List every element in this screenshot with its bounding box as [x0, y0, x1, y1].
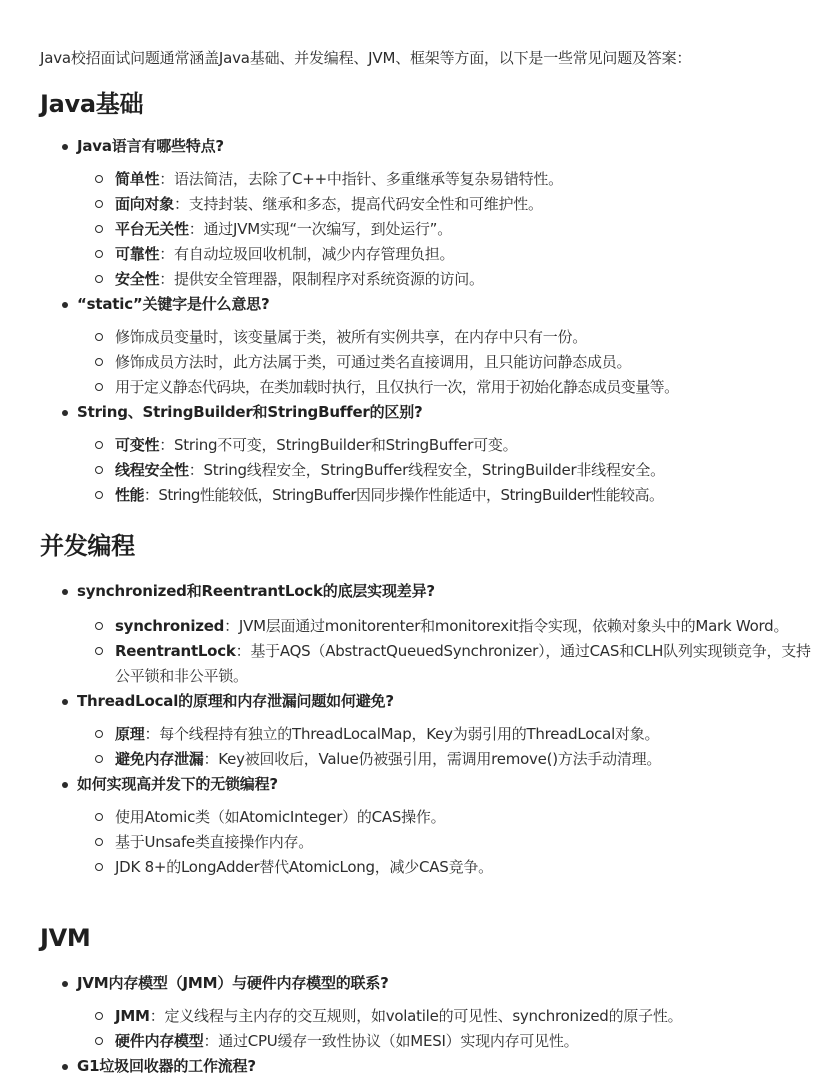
question-title: JVM内存模型（JMM）与硬件内存模型的联系? [77, 971, 810, 996]
answer-text: 基于Unsafe类直接操作内存。 [115, 833, 314, 851]
question-list [40, 134, 810, 508]
question-title: “static”关键字是什么意思? [77, 292, 810, 317]
answer-text: 用于定义静态代码块，在类加载时执行，且仅执行一次，常用于初始化静态成员变量等。 [115, 378, 679, 396]
answer-separator: ： [188, 220, 204, 238]
answer-item [77, 1004, 810, 1029]
answer-text: String性能较低，StringBuffer因同步操作性能适中，StringBuilder性能较高。 [158, 486, 664, 504]
answer-item [77, 458, 810, 483]
answer-item [77, 483, 810, 508]
answer-item [77, 325, 810, 350]
answer-list [77, 325, 810, 400]
section-jvm [40, 920, 810, 1079]
answer-key: 安全性 [115, 270, 160, 288]
answer-key: 简单性 [115, 170, 160, 188]
answer-key: 性能 [115, 486, 144, 504]
answer-text: 通过CPU缓存一致性协议（如MESI）实现内存可见性。 [218, 1032, 579, 1050]
answer-text: 修饰成员变量时，该变量属于类，被所有实例共享，在内存中只有一份。 [115, 328, 588, 346]
section-concurrency [40, 528, 810, 880]
question-list [40, 971, 810, 1079]
answer-item [77, 855, 810, 880]
answer-text: 语法简洁，去除了C++中指针、多重继承等复杂易错特性。 [174, 170, 563, 188]
answer-text: Key被回收后，Value仍被强引用，需调用remove()方法手动清理。 [218, 750, 662, 768]
answer-text: 基于AQS（AbstractQueuedSynchronizer），通过CAS和CLH队列实现锁竞争，支持公平锁和非公平锁。 [115, 642, 811, 685]
answer-text: 定义线程与主内存的交互规则，如volatile的可见性、synchronized的原子性。 [164, 1007, 683, 1025]
question-title: Java语言有哪些特点? [77, 134, 810, 159]
answer-separator: ： [188, 461, 204, 479]
section-java-basics [40, 86, 810, 508]
answer-separator: ： [144, 725, 160, 743]
answer-text: String不可变，StringBuilder和StringBuffer可变。 [174, 436, 518, 454]
answer-key: 面向对象 [115, 195, 175, 213]
question-item [40, 772, 810, 880]
answer-key: 原理 [115, 725, 145, 743]
question-item [40, 292, 810, 400]
answer-text: 修饰成员方法时，此方法属于类，可通过类名直接调用，且只能访问静态成员。 [115, 353, 632, 371]
answer-separator: ： [235, 642, 251, 660]
answer-separator: ： [224, 617, 239, 635]
question-title: String、StringBuilder和StringBuffer的区别? [77, 400, 810, 425]
question-item [40, 689, 810, 772]
answer-item [77, 1029, 810, 1054]
question-title: G1垃圾回收器的工作流程? [77, 1054, 810, 1079]
answer-item [77, 805, 810, 830]
question-item [40, 1054, 810, 1079]
section-heading: Java基础 [40, 90, 144, 118]
answer-text: 支持封装、继承和多态，提高代码安全性和可维护性。 [188, 195, 543, 213]
answer-text: JVM层面通过monitorenter和monitorexit指令实现，依赖对象头中的Mark Word。 [238, 617, 789, 635]
answer-item [77, 217, 810, 242]
answer-key: 平台无关性 [115, 220, 189, 238]
section-heading: 并发编程 [40, 532, 135, 560]
answer-item [77, 350, 810, 375]
answer-key: 可变性 [115, 436, 160, 454]
answer-item [77, 747, 810, 772]
answer-text: String线程安全，StringBuffer线程安全，StringBuilder非线程安全。 [203, 461, 665, 479]
answer-key: JMM [115, 1007, 150, 1025]
answer-separator: ： [143, 486, 159, 504]
answer-item [77, 830, 810, 855]
answer-separator: ： [174, 195, 189, 213]
answer-list [77, 614, 810, 689]
answer-list [77, 805, 810, 880]
answer-item [77, 267, 810, 292]
answer-list [77, 1004, 810, 1054]
answer-key: ReentrantLock [115, 642, 236, 660]
question-item [40, 579, 810, 689]
question-item [40, 134, 810, 292]
question-item [40, 971, 810, 1054]
section-heading: JVM [40, 924, 91, 952]
answer-separator: ： [203, 1032, 219, 1050]
answer-key: 线程安全性 [115, 461, 189, 479]
answer-list [77, 433, 810, 508]
answer-item [77, 375, 810, 400]
intro-paragraph: Java校招面试问题通常涵盖Java基础、并发编程、JVM、框架等方面，以下是一些常见问题及答案： [40, 49, 692, 67]
answer-item [77, 639, 815, 689]
answer-key: 可靠性 [115, 245, 160, 263]
answer-item [77, 722, 810, 747]
question-title: synchronized和ReentrantLock的底层实现差异? [77, 579, 810, 604]
answer-text: 通过JVM实现“一次编写，到处运行”。 [203, 220, 452, 238]
answer-separator: ： [159, 170, 175, 188]
question-title: ThreadLocal的原理和内存泄漏问题如何避免? [77, 689, 810, 714]
answer-list [77, 167, 810, 292]
answer-item [77, 192, 810, 217]
answer-item [77, 167, 810, 192]
answer-text: 使用Atomic类（如AtomicInteger）的CAS操作。 [115, 808, 446, 826]
answer-separator: ： [159, 436, 175, 454]
answer-list [77, 722, 810, 772]
question-title: 如何实现高并发下的无锁编程? [77, 772, 810, 797]
answer-item [77, 614, 815, 639]
question-item [40, 400, 810, 508]
answer-separator: ： [159, 245, 175, 263]
answer-text: 有自动垃圾回收机制，减少内存管理负担。 [174, 245, 455, 263]
answer-separator: ： [149, 1007, 165, 1025]
question-list [40, 579, 810, 880]
answer-text: 每个线程持有独立的ThreadLocalMap，Key为弱引用的ThreadLocal对象。 [159, 725, 660, 743]
answer-item [77, 242, 810, 267]
answer-key: 避免内存泄漏 [115, 750, 204, 768]
answer-text: JDK 8+的LongAdder替代AtomicLong，减少CAS竞争。 [115, 858, 493, 876]
answer-key: synchronized [115, 617, 225, 635]
answer-item [77, 433, 810, 458]
answer-separator: ： [203, 750, 219, 768]
answer-separator: ： [159, 270, 175, 288]
answer-key: 硬件内存模型 [115, 1032, 204, 1050]
answer-text: 提供安全管理器，限制程序对系统资源的访问。 [174, 270, 484, 288]
